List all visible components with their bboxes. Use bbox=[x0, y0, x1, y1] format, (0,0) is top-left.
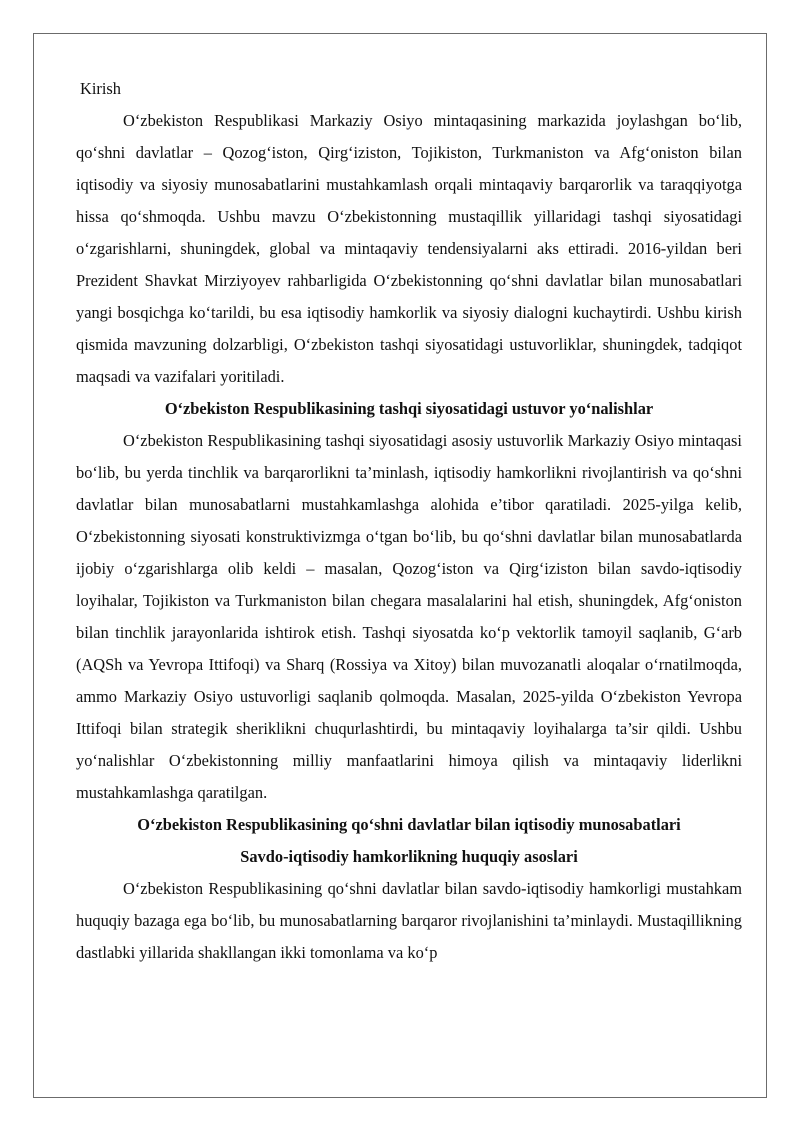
section2-paragraph: O‘zbekiston Respublikasining qo‘shni davlatlar bilan savdo-iqtisodiy hamkorligi mustahkam huquqiy bazaga ega bo‘lib, bu munosabatlarning barqaror rivojlanishini ta’minlaydi. Mustaqillikning dastlabki yillarida shakllangan ikki tomonlama va ko‘p bbox=[76, 879, 742, 962]
section1-heading: O‘zbekiston Respublikasining tashqi siyosatidagi ustuvor yo‘nalishlar bbox=[164, 399, 654, 418]
section2-subheading: Savdo-iqtisodiy hamkorlikning huquqiy asoslari bbox=[240, 847, 578, 866]
section2-heading: O‘zbekiston Respublikasining qo‘shni davlatlar bilan iqtisodiy munosabatlari bbox=[137, 815, 681, 834]
section1-paragraph: O‘zbekiston Respublikasining tashqi siyosatidagi asosiy ustuvorlik Markaziy Osiyo mintaqasi bo‘lib, bu yerda tinchlik va barqarorlikni ta’minlash, iqtisodiy hamkorlikni rivojlantirish va qo‘shni davlatlar bilan munosabatlarni mustahkamlashga alohida e’tibor qaratiladi. 2025-yilga kelib, O‘zbekistonning siyosati konstruktivizmga o‘tgan bo‘lib, bu qo‘shni davlatlar bilan munosabatlarda ijobiy o‘zgarishlarga olib keldi – masalan, Qozog‘iston va Qirg‘iziston bilan savdo-iqtisodiy loyihalar, Tojikiston va Turkmaniston bilan chegara masalalarini hal etish, shuningdek, Afg‘oniston bilan tinchlik jarayonlarida ishtirok etish. Tashqi siyosatda ko‘p vektorlik tamoyil saqlanib, G‘arb (AQSh va Yevropa Ittifoqi) va Sharq (Rossiya va Xitoy) bilan muvozanatli aloqalar o‘rnatilmoqda, ammo Markaziy Osiyo ustuvorligi saqlanib qolmoqda. Masalan, 2025-yilda O‘zbekiston Yevropa Ittifoqi bilan strategik sheriklikni chuqurlashtirdi, bu mintaqaviy loyihalarga ta’sir qildi. Ushbu yo‘nalishlar O‘zbekistonning milliy manfaatlarini himoya qilish va mintaqaviy liderlikni mustahkamlashga qaratilgan. bbox=[76, 431, 742, 802]
intro-heading: Kirish bbox=[80, 79, 121, 98]
document-body bbox=[76, 73, 742, 969]
intro-paragraph: O‘zbekiston Respublikasi Markaziy Osiyo mintaqasining markazida joylashgan bo‘lib, qo‘shni davlatlar – Qozog‘iston, Qirg‘iziston, Tojikiston, Turkmaniston va Afg‘oniston bilan iqtisodiy va siyosiy munosabatlarini mustahkamlash orqali mintaqaviy barqarorlik va taraqqiyotga hissa qo‘shmoqda. Ushbu mavzu O‘zbekistonning mustaqillik yillaridagi tashqi siyosatidagi o‘zgarishlarni, shuningdek, global va mintaqaviy tendensiyalarni aks ettiradi. 2016-yildan beri Prezident Shavkat Mirziyoyev rahbarligida O‘zbekistonning qo‘shni davlatlar bilan munosabatlari yangi bosqichga ko‘tarildi, bu esa iqtisodiy hamkorlik va siyosiy dialogni kuchaytirdi. Ushbu kirish qismida mavzuning dolzarbligi, O‘zbekiston tashqi siyosatidagi ustuvorliklar, shuningdek, tadqiqot maqsadi va vazifalari yoritiladi. bbox=[76, 111, 742, 386]
